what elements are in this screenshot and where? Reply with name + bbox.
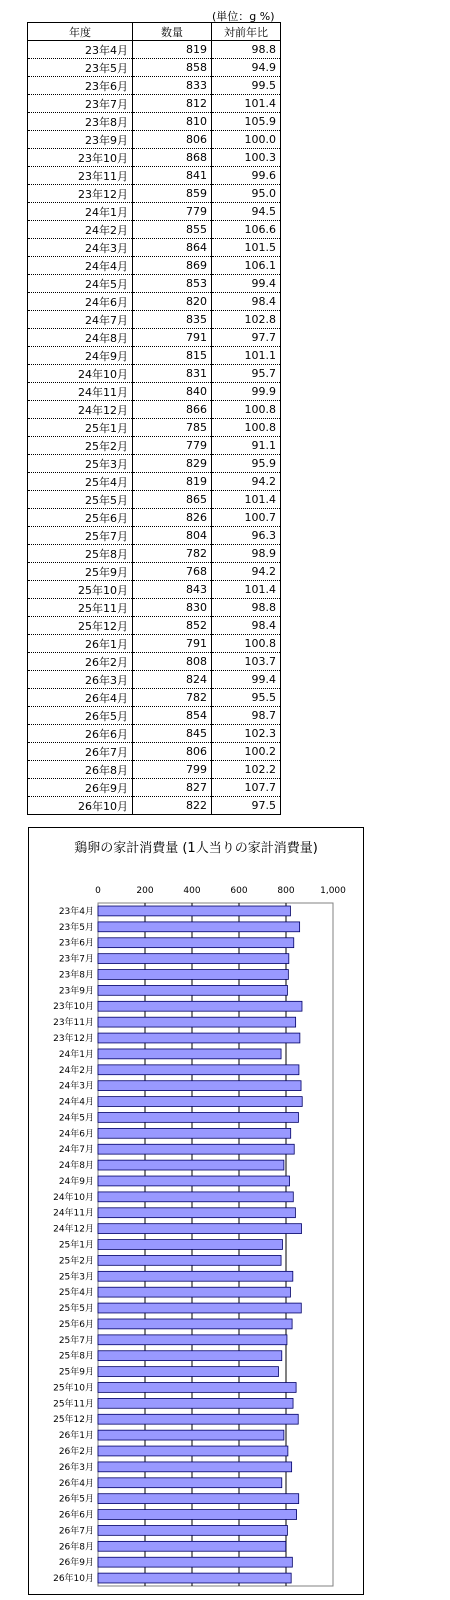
cell-quantity: 779: [133, 437, 212, 455]
cell-period: 24年6月: [28, 293, 133, 311]
cell-quantity: 791: [133, 635, 212, 653]
table-row: [28, 779, 281, 797]
category-label: 23年12月: [53, 1034, 94, 1045]
cell-yoy-ratio: 101.4: [212, 491, 281, 509]
table-row: [28, 257, 281, 275]
table-row: [28, 239, 281, 257]
cell-yoy-ratio: 94.2: [212, 473, 281, 491]
bar: [98, 1271, 293, 1281]
cell-quantity: 812: [133, 95, 212, 113]
table-row: [28, 581, 281, 599]
chart-container: [28, 827, 364, 1595]
table-row: [28, 419, 281, 437]
table-row: [28, 743, 281, 761]
bar: [98, 1494, 299, 1504]
cell-period: 23年5月: [28, 59, 133, 77]
bar: [98, 1128, 291, 1138]
table-row: [28, 455, 281, 473]
cell-quantity: 785: [133, 419, 212, 437]
cell-quantity: 869: [133, 257, 212, 275]
category-label: 24年12月: [53, 1224, 94, 1235]
x-tick-label: 600: [230, 886, 248, 896]
table-row: [28, 275, 281, 293]
table-row: [28, 203, 281, 221]
cell-yoy-ratio: 101.5: [212, 239, 281, 257]
cell-yoy-ratio: 98.8: [212, 599, 281, 617]
bar: [98, 1478, 282, 1488]
cell-yoy-ratio: 97.7: [212, 329, 281, 347]
bar: [98, 1557, 292, 1567]
table-row: [28, 437, 281, 455]
cell-yoy-ratio: 105.9: [212, 113, 281, 131]
bar: [98, 1446, 288, 1456]
category-label: 26年4月: [58, 1478, 94, 1489]
table-row: [28, 347, 281, 365]
cell-yoy-ratio: 100.8: [212, 401, 281, 419]
cell-quantity: 810: [133, 113, 212, 131]
cell-yoy-ratio: 95.0: [212, 185, 281, 203]
table-row: [28, 131, 281, 149]
bar: [98, 938, 294, 948]
category-label: 26年6月: [58, 1510, 94, 1521]
cell-quantity: 866: [133, 401, 212, 419]
cell-yoy-ratio: 99.5: [212, 77, 281, 95]
cell-period: 24年8月: [28, 329, 133, 347]
cell-quantity: 843: [133, 581, 212, 599]
cell-period: 25年10月: [28, 581, 133, 599]
category-label: 24年2月: [58, 1065, 94, 1076]
bar: [98, 1208, 295, 1218]
table-row: [28, 185, 281, 203]
category-label: 23年7月: [58, 954, 94, 965]
column-header-quantity: 数量: [133, 23, 212, 41]
x-tick-label: 1,000: [320, 886, 346, 896]
category-label: 26年3月: [58, 1462, 94, 1473]
table-row: [28, 311, 281, 329]
cell-yoy-ratio: 96.3: [212, 527, 281, 545]
category-label: 26年10月: [53, 1574, 94, 1585]
x-tick-label: 200: [136, 886, 154, 896]
cell-quantity: 804: [133, 527, 212, 545]
cell-quantity: 864: [133, 239, 212, 257]
cell-period: 23年10月: [28, 149, 133, 167]
bar: [98, 1065, 299, 1075]
cell-quantity: 820: [133, 293, 212, 311]
cell-quantity: 845: [133, 725, 212, 743]
cell-quantity: 858: [133, 59, 212, 77]
bar: [98, 1462, 292, 1472]
cell-period: 23年6月: [28, 77, 133, 95]
cell-period: 26年10月: [28, 797, 133, 815]
table-row: [28, 509, 281, 527]
cell-period: 24年4月: [28, 257, 133, 275]
bar: [98, 1144, 294, 1154]
cell-period: 23年12月: [28, 185, 133, 203]
cell-quantity: 855: [133, 221, 212, 239]
category-label: 25年3月: [58, 1272, 94, 1283]
cell-yoy-ratio: 91.1: [212, 437, 281, 455]
cell-period: 26年7月: [28, 743, 133, 761]
table-row: [28, 383, 281, 401]
bar: [98, 1224, 302, 1234]
category-label: 25年10月: [53, 1383, 94, 1394]
cell-quantity: 806: [133, 743, 212, 761]
table-row: [28, 635, 281, 653]
table-row: [28, 671, 281, 689]
table-row: [28, 653, 281, 671]
bar: [98, 1097, 302, 1107]
cell-yoy-ratio: 101.1: [212, 347, 281, 365]
table-row: [28, 77, 281, 95]
category-label: 23年10月: [53, 1002, 94, 1013]
cell-quantity: 799: [133, 761, 212, 779]
cell-period: 25年11月: [28, 599, 133, 617]
bar: [98, 1113, 298, 1123]
table-row: [28, 365, 281, 383]
table-row: [28, 797, 281, 815]
category-label: 24年8月: [58, 1161, 94, 1172]
cell-quantity: 835: [133, 311, 212, 329]
cell-period: 24年11月: [28, 383, 133, 401]
bar: [98, 1033, 300, 1043]
bar: [98, 906, 290, 916]
bar: [98, 1510, 297, 1520]
bar: [98, 1351, 282, 1361]
cell-yoy-ratio: 94.9: [212, 59, 281, 77]
category-label: 23年11月: [53, 1018, 94, 1029]
cell-yoy-ratio: 102.3: [212, 725, 281, 743]
category-label: 25年6月: [58, 1319, 94, 1330]
cell-period: 25年12月: [28, 617, 133, 635]
cell-yoy-ratio: 102.8: [212, 311, 281, 329]
bar: [98, 1049, 281, 1059]
cell-yoy-ratio: 106.6: [212, 221, 281, 239]
cell-period: 26年5月: [28, 707, 133, 725]
cell-quantity: 859: [133, 185, 212, 203]
cell-quantity: 808: [133, 653, 212, 671]
bar: [98, 1573, 291, 1583]
cell-yoy-ratio: 100.0: [212, 131, 281, 149]
chart-title: 鶏卵の家計消費量 (1人当りの家計消費量): [74, 841, 318, 856]
cell-yoy-ratio: 95.9: [212, 455, 281, 473]
category-label: 25年1月: [58, 1240, 94, 1251]
table-header-row: [28, 23, 281, 41]
category-label: 25年9月: [58, 1367, 94, 1378]
cell-yoy-ratio: 101.4: [212, 581, 281, 599]
cell-yoy-ratio: 101.4: [212, 95, 281, 113]
table-row: [28, 725, 281, 743]
category-label: 26年5月: [58, 1494, 94, 1505]
bar: [98, 1160, 284, 1170]
cell-period: 24年1月: [28, 203, 133, 221]
cell-quantity: 768: [133, 563, 212, 581]
category-label: 25年12月: [53, 1415, 94, 1426]
table-row: [28, 473, 281, 491]
cell-quantity: 852: [133, 617, 212, 635]
cell-yoy-ratio: 95.7: [212, 365, 281, 383]
category-label: 25年11月: [53, 1399, 94, 1410]
category-label: 23年8月: [58, 970, 94, 981]
cell-yoy-ratio: 98.4: [212, 617, 281, 635]
cell-period: 25年6月: [28, 509, 133, 527]
bar: [98, 922, 300, 932]
cell-period: 24年7月: [28, 311, 133, 329]
category-label: 23年5月: [58, 922, 94, 933]
cell-quantity: 840: [133, 383, 212, 401]
table-body: [28, 41, 281, 815]
bar: [98, 1001, 302, 1011]
category-label: 23年4月: [58, 906, 94, 917]
cell-period: 26年3月: [28, 671, 133, 689]
cell-quantity: 829: [133, 455, 212, 473]
x-tick-label: 800: [277, 886, 295, 896]
category-label: 25年2月: [58, 1256, 94, 1267]
cell-period: 23年11月: [28, 167, 133, 185]
cell-yoy-ratio: 103.7: [212, 653, 281, 671]
cell-period: 25年3月: [28, 455, 133, 473]
bar: [98, 954, 289, 964]
cell-quantity: 779: [133, 203, 212, 221]
column-header-yoy-ratio: 対前年比: [212, 23, 281, 41]
bar: [98, 1255, 281, 1265]
category-label: 24年1月: [58, 1049, 94, 1060]
cell-yoy-ratio: 95.5: [212, 689, 281, 707]
bar: [98, 1414, 298, 1424]
cell-period: 24年12月: [28, 401, 133, 419]
cell-yoy-ratio: 94.5: [212, 203, 281, 221]
table-row: [28, 707, 281, 725]
category-label: 25年5月: [58, 1304, 94, 1315]
cell-quantity: 782: [133, 689, 212, 707]
category-label: 24年7月: [58, 1145, 94, 1156]
category-label: 24年11月: [53, 1208, 94, 1219]
category-label: 24年6月: [58, 1129, 94, 1140]
x-tick-label: 0: [95, 886, 101, 896]
table-row: [28, 617, 281, 635]
cell-quantity: 868: [133, 149, 212, 167]
table-row: [28, 599, 281, 617]
cell-yoy-ratio: 98.8: [212, 41, 281, 59]
bar: [98, 1398, 293, 1408]
table-row: [28, 41, 281, 59]
cell-period: 26年1月: [28, 635, 133, 653]
cell-yoy-ratio: 98.4: [212, 293, 281, 311]
bar-chart: [29, 828, 363, 1594]
cell-quantity: 791: [133, 329, 212, 347]
category-label: 24年4月: [58, 1097, 94, 1108]
cell-period: 25年9月: [28, 563, 133, 581]
cell-yoy-ratio: 100.8: [212, 635, 281, 653]
table-row: [28, 113, 281, 131]
bar: [98, 1383, 296, 1393]
cell-period: 23年7月: [28, 95, 133, 113]
table-row: [28, 329, 281, 347]
x-tick-label: 400: [183, 886, 201, 896]
cell-period: 23年9月: [28, 131, 133, 149]
cell-yoy-ratio: 100.2: [212, 743, 281, 761]
bar: [98, 1303, 301, 1313]
column-header-period: 年度: [28, 23, 133, 41]
table-row: [28, 59, 281, 77]
cell-quantity: 819: [133, 41, 212, 59]
cell-period: 26年2月: [28, 653, 133, 671]
cell-quantity: 782: [133, 545, 212, 563]
table-row: [28, 167, 281, 185]
cell-period: 26年8月: [28, 761, 133, 779]
category-label: 24年5月: [58, 1113, 94, 1124]
category-label: 26年1月: [58, 1431, 94, 1442]
cell-yoy-ratio: 100.8: [212, 419, 281, 437]
bar: [98, 1287, 290, 1297]
unit-note: (単位：g %): [212, 10, 275, 23]
table-row: [28, 293, 281, 311]
cell-yoy-ratio: 98.7: [212, 707, 281, 725]
cell-period: 25年8月: [28, 545, 133, 563]
cell-quantity: 824: [133, 671, 212, 689]
cell-yoy-ratio: 97.5: [251, 799, 276, 812]
category-label: 24年3月: [58, 1081, 94, 1092]
category-label: 26年2月: [58, 1446, 94, 1457]
cell-period: 26年4月: [28, 689, 133, 707]
cell-quantity: 826: [133, 509, 212, 527]
category-label: 23年6月: [58, 938, 94, 949]
cell-yoy-ratio: 102.2: [212, 761, 281, 779]
cell-quantity: 815: [133, 347, 212, 365]
cell-period: 26年9月: [28, 779, 133, 797]
cell-yoy-ratio: 99.9: [212, 383, 281, 401]
bar: [98, 1541, 286, 1551]
category-label: 26年9月: [58, 1558, 94, 1569]
category-label: 25年7月: [58, 1335, 94, 1346]
category-label: 25年8月: [58, 1351, 94, 1362]
cell-yoy-ratio: 106.1: [212, 257, 281, 275]
cell-period: 24年10月: [28, 365, 133, 383]
cell-quantity: 830: [133, 599, 212, 617]
table-row: [28, 491, 281, 509]
table-row: [28, 527, 281, 545]
bar: [98, 985, 287, 995]
cell-quantity: 841: [133, 167, 212, 185]
cell-period: 25年7月: [28, 527, 133, 545]
cell-quantity: 853: [133, 275, 212, 293]
category-label: 24年9月: [58, 1176, 94, 1187]
category-label: 24年10月: [53, 1192, 94, 1203]
cell-period: 25年4月: [28, 473, 133, 491]
cell-quantity: 831: [133, 365, 212, 383]
cell-yoy-ratio: 99.4: [212, 671, 281, 689]
cell-period: 24年2月: [28, 221, 133, 239]
cell-yoy-ratio: 98.9: [212, 545, 281, 563]
category-label: 23年9月: [58, 986, 94, 997]
cell-period: 23年4月: [28, 41, 133, 59]
bar: [98, 1335, 287, 1345]
cell-yoy-ratio: 107.7: [212, 779, 281, 797]
bar: [98, 1176, 290, 1186]
bar: [98, 1240, 282, 1250]
table-row: [28, 761, 281, 779]
bar: [98, 1017, 296, 1027]
table-row: [28, 149, 281, 167]
consumption-table: [27, 22, 281, 815]
bar: [98, 970, 288, 980]
bar: [98, 1525, 287, 1535]
cell-period: 25年2月: [28, 437, 133, 455]
cell-quantity: 806: [133, 131, 212, 149]
cell-quantity: 854: [133, 707, 212, 725]
table-row: [28, 563, 281, 581]
category-label: 26年8月: [58, 1542, 94, 1553]
cell-period: 24年9月: [28, 347, 133, 365]
cell-yoy-ratio: 94.2: [212, 563, 281, 581]
cell-period: 26年6月: [28, 725, 133, 743]
cell-period: 24年3月: [28, 239, 133, 257]
cell-yoy-ratio: 99.6: [212, 167, 281, 185]
table-row: [28, 221, 281, 239]
bar: [98, 1367, 278, 1377]
bar: [98, 1192, 293, 1202]
cell-period: 25年1月: [28, 419, 133, 437]
cell-yoy-ratio: 100.7: [212, 509, 281, 527]
table-row: [28, 95, 281, 113]
category-label: 25年4月: [58, 1288, 94, 1299]
cell-period: 24年5月: [28, 275, 133, 293]
cell-period: 23年8月: [28, 113, 133, 131]
table-row: [28, 545, 281, 563]
table-row: [28, 689, 281, 707]
cell-quantity: 819: [133, 473, 212, 491]
cell-quantity: 833: [133, 77, 212, 95]
cell-yoy-ratio: 100.3: [212, 149, 281, 167]
cell-quantity: 865: [133, 491, 212, 509]
cell-quantity: 827: [133, 779, 212, 797]
bar: [98, 1081, 301, 1091]
bar: [98, 1319, 292, 1329]
table-row: [28, 401, 281, 419]
category-label: 26年7月: [58, 1526, 94, 1537]
cell-quantity: 822: [133, 797, 212, 815]
cell-yoy-ratio: 99.4: [212, 275, 281, 293]
bar: [98, 1430, 284, 1440]
cell-period: 25年5月: [28, 491, 133, 509]
